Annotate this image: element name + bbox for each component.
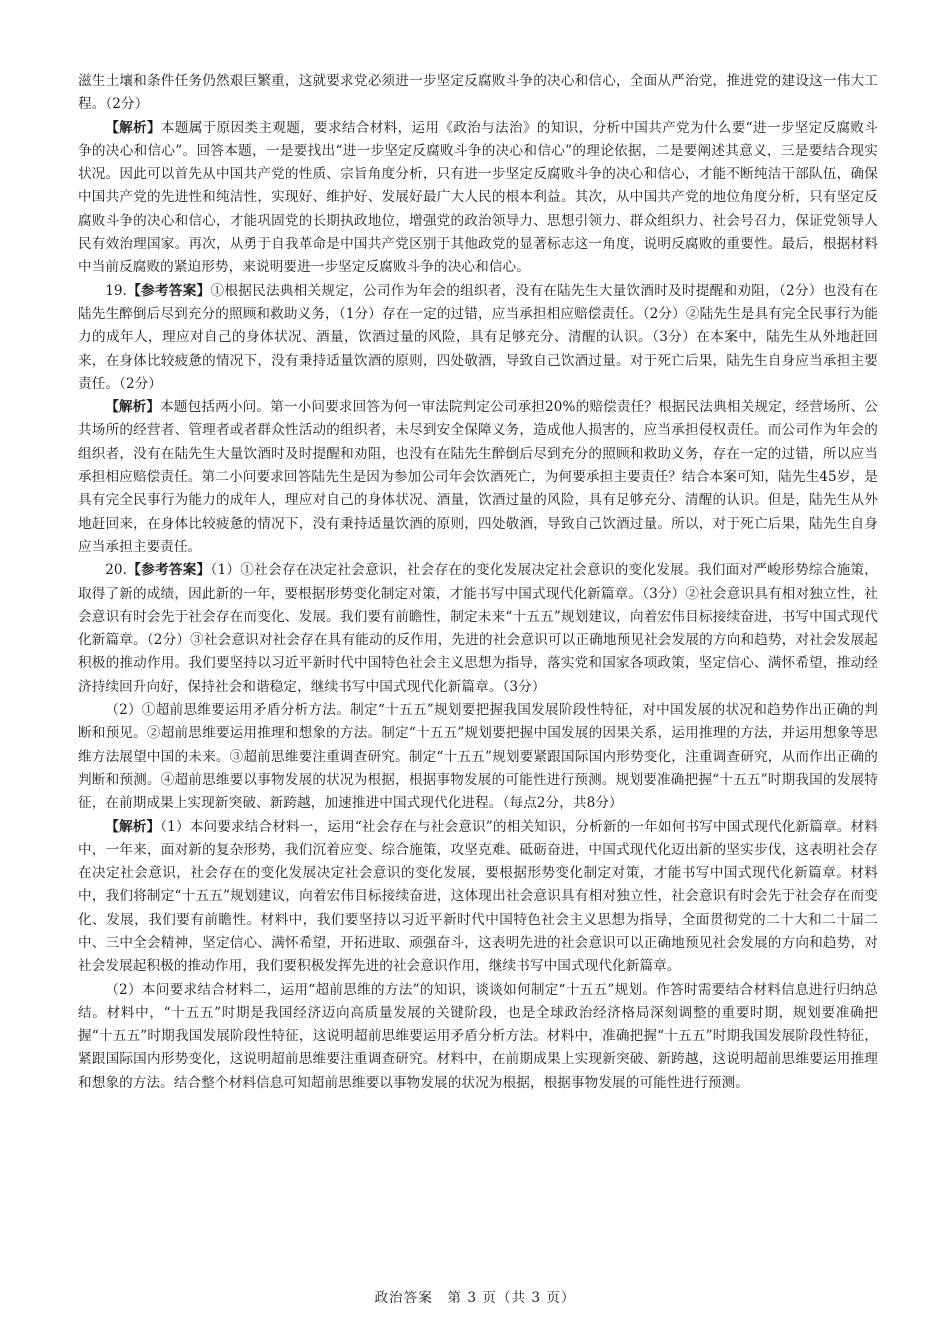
- analysis-18: 【解析】本题属于原因类主观题，要求结合材料，运用《政治与法治》的知识，分析中国共产党为什么要“进一步坚定反腐败斗争的决心和信心”。回答本题，一是要找出“进一步坚定反腐败斗争的决心和信心”的理论依据，二是要阐述其意义，三是要结合现实状况。因此可以首先从中国共产党的性质、宗旨角度分析，只有进一步坚定反腐败斗争的决心和信心，才能不断纯洁干部队伍，确保中国共产党的先进性和纯洁性，实现好、维护好、发展好最广大人民的根本利益。其次，从中国共产党的地位角度分析，只有坚定反腐败斗争的决心和信心，才能巩固党的长期执政地位，增强党的政治领导力、思想引领力、群众组织力、社会号召力，保证党领导人民有效治理国家。再次，从勇于自我革命是中国共产党区别于其他政党的显著标志这一角度，说明反腐败的重要性。最后，根据材料中当前反腐败的紧迫形势，来说明要进一步坚定反腐败斗争的决心和信心。: [78, 119, 878, 276]
- answer-19: 19.【参考答案】①根据民法典相关规定，公司作为年会的组织者，没有在陆先生大量饮酒时及时提醒和劝阻，（2分）也没有在陆先生醉倒后尽到充分的照顾和救助义务，（1分）存在一定的过错，应当承担相应赔偿责任。（2分）②陆先生是具有完全民事行为能力的成年人，理应对自己的身体状况、酒量，饮酒过量的风险，具有足够充分、清醒的认识。（3分）在本案中，陆先生从外地赶回来，在身体比较疲惫的情况下，没有秉持适量饮酒的原则，四处敬酒，导致自己饮酒过量。对于死亡后果，陆先生自身应当承担主要责任。（2分）: [78, 282, 878, 392]
- analysis-20-part1: 【解析】（1）本问要求结合材料一，运用“社会存在与社会意识”的相关知识，分析新的一年如何书写中国式现代化新篇章。材料中，一年来，面对新的复杂形势，我们沉着应变、综合施策，攻坚克难、砥砺奋进，中国式现代化迈出新的坚实步伐，这表明社会存在决定社会意识，社会存在的变化发展决定社会意识的变化发展，要根据形势变化制定对策，才能书写中国式现代化新篇章。材料中，我们将制定“十五五”规划建议，向着宏伟目标接续奋进，这体现出社会意识具有相对独立性，社会意识有时会先于社会存在而变化、发展，我们要有前瞻性。材料中，我们要坚持以习近平新时代中国特色社会主义思想为指导，全面贯彻党的二十大和二十届二中、三中全会精神，坚定信心、满怀希望，开拓进取、顽强奋斗，这表明先进的社会意识可以正确地预见社会发展的方向和趋势，对社会发展起积极的推动作用，我们要积极发挥先进的社会意识作用，继续书写中国式现代化新篇章。: [78, 818, 878, 975]
- page-footer: 政治答案 第 3 页（共 3 页）: [374, 1290, 576, 1306]
- paragraph-continuation: 滋生土壤和条件任务仍然艰巨繁重，这就要求党必须进一步坚定反腐败斗争的决心和信心，全面从严治党，推进党的建设这一伟大工程。（2分）: [78, 73, 878, 113]
- answer-20-part1: 20.【参考答案】（1）①社会存在决定社会意识，社会存在的变化发展决定社会意识的变化发展。我们面对严峻形势综合施策，取得了新的成绩，因此新的一年，要根据形势变化制定对策，才能书写中国式现代化新篇章。（3分）②社会意识具有相对独立性，社会意识有时会先于社会存在而变化、发展。我们要有前瞻性，制定未来“十五五”规划建议，向着宏伟目标接续奋进，书写中国式现代化新篇章。（2分）③社会意识对社会存在具有能动的反作用，先进的社会意识可以正确地预见社会发展的方向和趋势，对社会发展起积极的推动作用。我们要坚持以习近平新时代中国特色社会主义思想为指导，落实党和国家各项政策，坚定信心、满怀希望，推动经济持续回升向好，保持社会和谐稳定，继续书写中国式现代化新篇章。（3分）: [78, 562, 878, 695]
- answer-20-part2: （2）①超前思维要运用矛盾分析方法。制定“十五五”规划要把握我国发展阶段性特征，对中国发展的状况和趋势作出正确的判断和预见。②超前思维要运用推理和想象的方法。制定“十五五”规划要把握中国发展的因果关系，运用推理的方法，并运用想象等思维方法展望中国的未来。③超前思维要注重调查研究。制定“十五五”规划要紧跟国际国内形势变化，注重调查研究，从而作出正确的判断和预测。④超前思维要以事物发展的状况为根据，根据事物发展的可能性进行预测。规划要准确把握“十五五”时期我国的发展特征，在前期成果上实现新突破、新跨越，加速推进中国式现代化进程。（每点2分，共8分）: [78, 702, 878, 812]
- analysis-19: 【解析】本题包括两小问。第一小问要求回答为何一审法院判定公司承担20%的赔偿责任？根据民法典相关规定，经营场所、公共场所的经营者、管理者或者群众性活动的组织者，未尽到安全保障义务，造成他人损害的，应当承担侵权责任。而公司作为年会的组织者，没有在陆先生大量饮酒时及时提醒和劝阻，也没有在陆先生醉倒后尽到充分的照顾和救助义务，存在一定的过错，所以应当承担相应赔偿责任。第二小问要求回答陆先生是因为参加公司年会饮酒死亡，为何要承担主要责任？结合本案可知，陆先生45岁，是具有完全民事行为能力的成年人，理应对自己的身体状况、酒量，饮酒过量的风险，具有足够充分、清醒的认识。但是，陆先生从外地赶回来，在身体比较疲惫的情况下，没有秉持适量饮酒的原则，四处敬酒，导致自己饮酒过量。所以，对于死亡后果，陆先生自身应当承担主要责任。: [78, 399, 878, 555]
- document-body: [78, 70, 878, 1095]
- analysis-20-part2: （2）本问要求结合材料二，运用“超前思维的方法”的知识，谈谈如何制定“十五五”规划。作答时需要结合材料信息进行归纳总结。材料中，“十五五”时期是我国经济迈向高质量发展的关键阶段，也是全球政治经济格局深刻调整的重要时期，规划要准确把握“十五五”时期我国发展阶段性特征，这说明超前思维要运用矛盾分析方法。材料中，准确把握“十五五”时期我国发展阶段性特征，紧跟国际国内形势变化，这说明超前思维要注重调查研究。材料中，在前期成果上实现新突破、新跨越，这说明超前思维要运用推理和想象的方法。结合整个材料信息可知超前思维要以事物发展的状况为根据，根据事物发展的可能性进行预测。: [78, 981, 878, 1091]
